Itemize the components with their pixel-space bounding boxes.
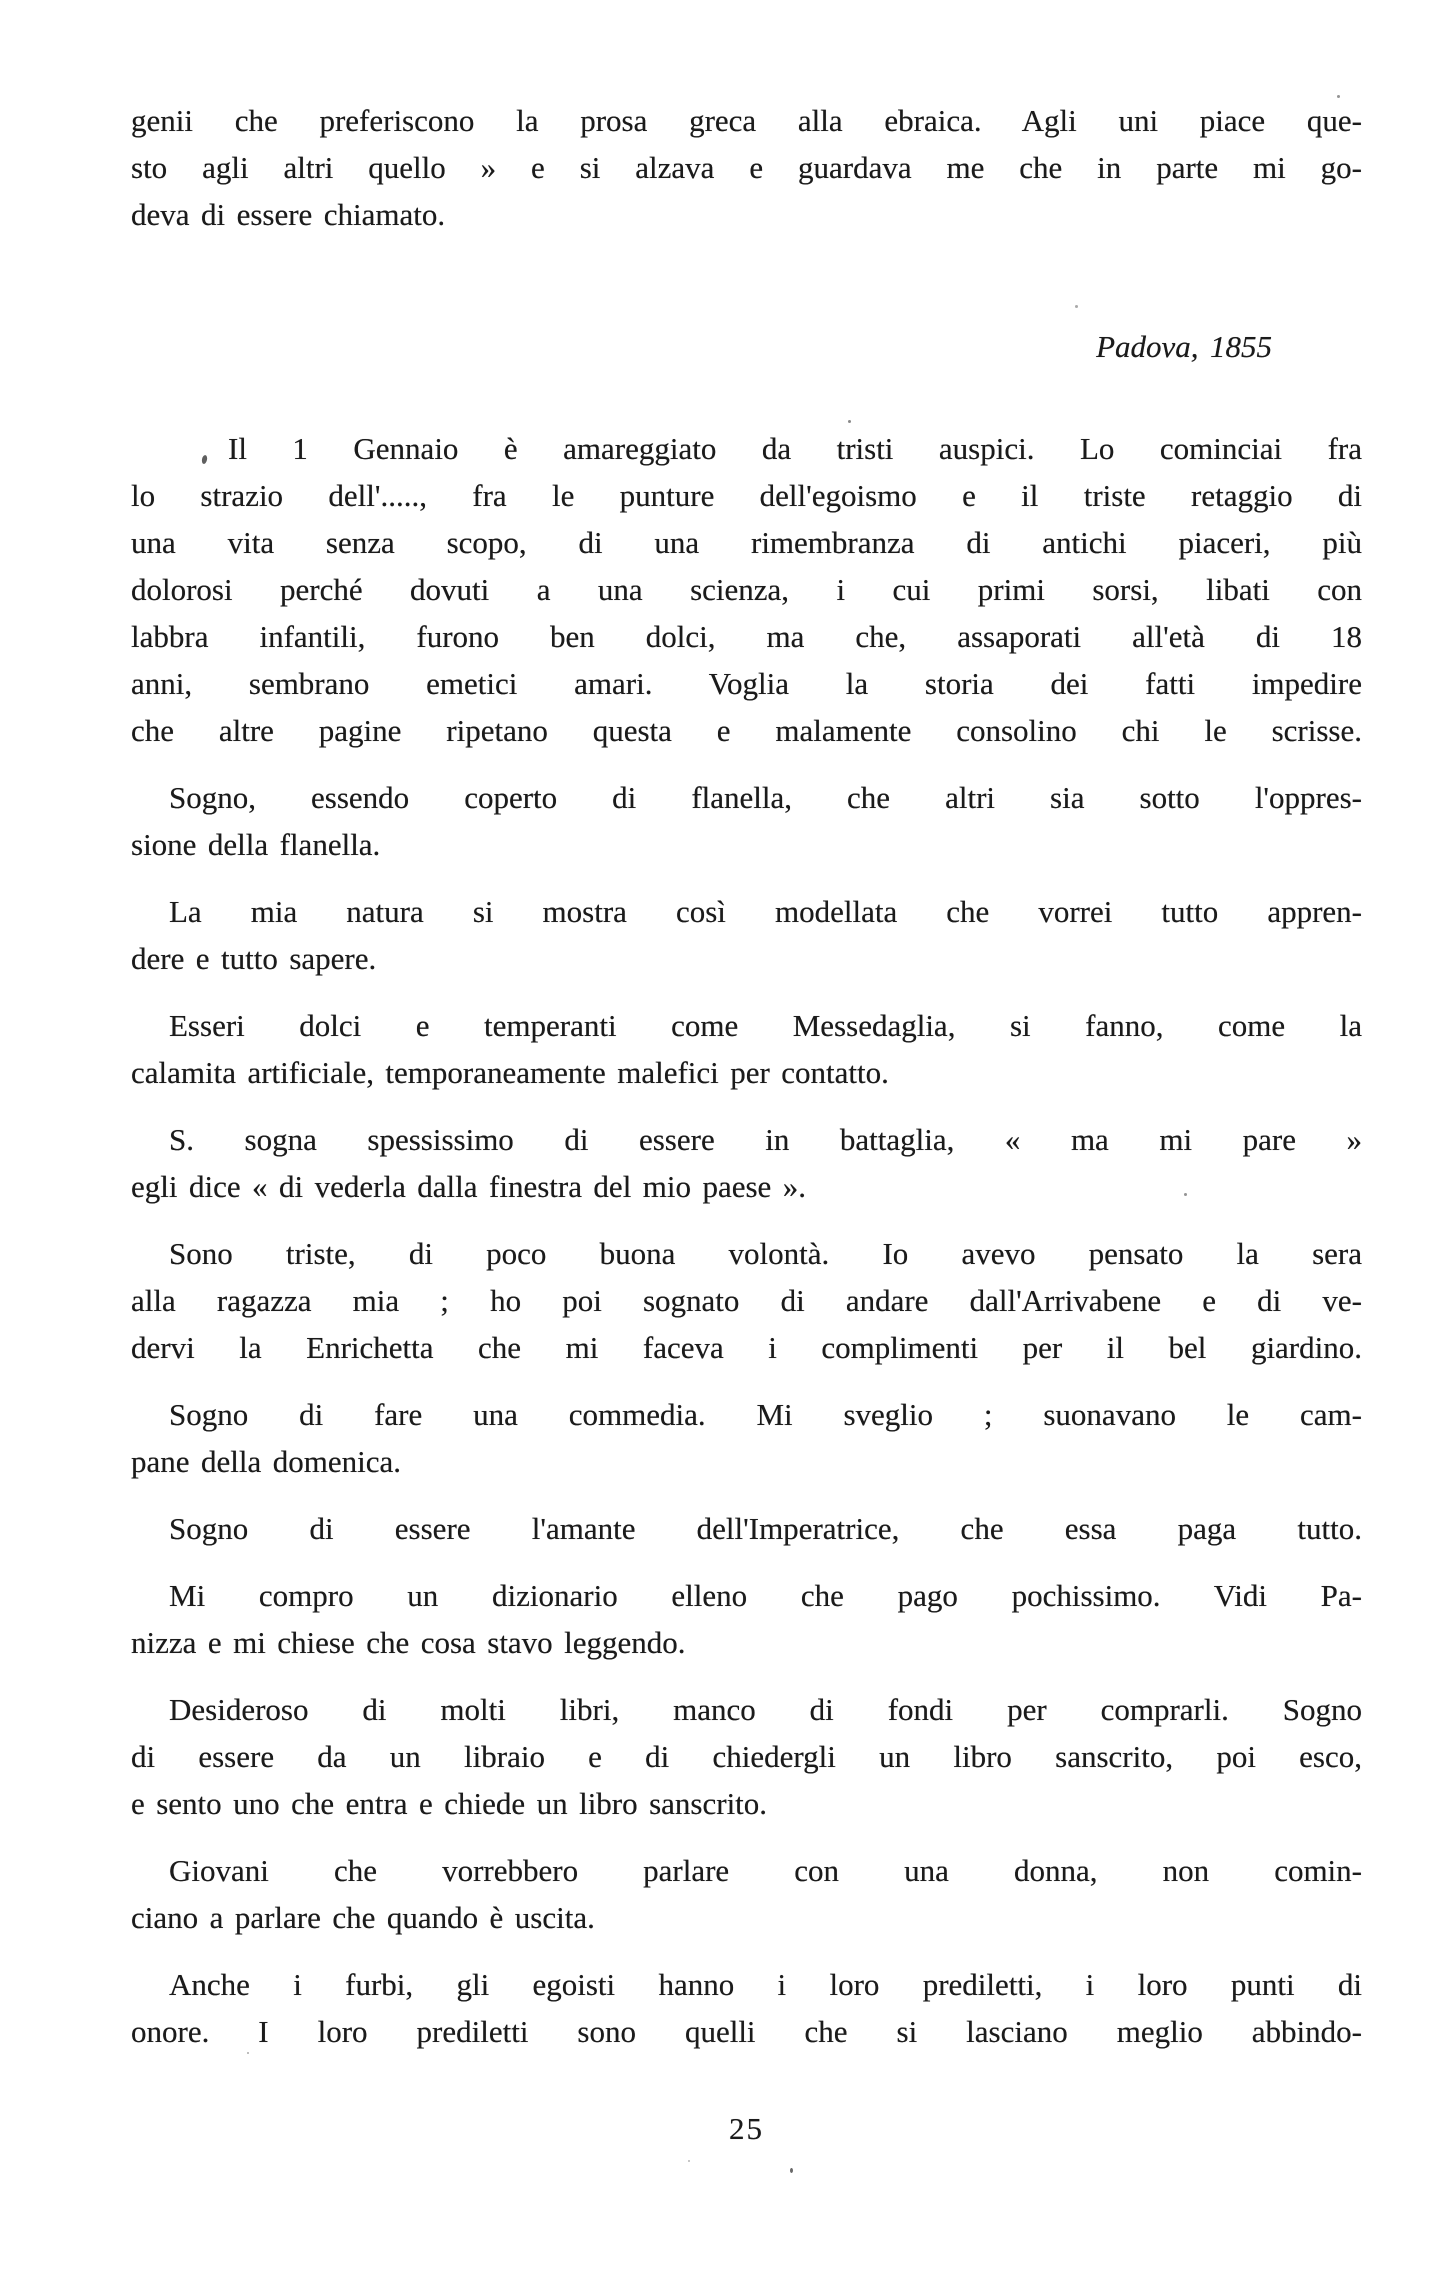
paragraph-battaglia xyxy=(131,1116,1362,1210)
text-line: Anche i furbi, gli egoisti hanno i loro prediletti, i loro punti di xyxy=(169,1967,1362,2002)
text-line: dolorosi perché dovuti a una scienza, i cui primi sorsi, libati con xyxy=(131,572,1362,607)
text-line: Desideroso di molti libri, manco di fondi per comprarli. Sogno xyxy=(169,1692,1362,1727)
paragraph-gennaio xyxy=(131,425,1362,754)
paragraph-messedaglia xyxy=(131,1002,1362,1096)
text-line: ciano a parlare che quando è uscita. xyxy=(131,1900,595,1935)
scan-speck xyxy=(1075,305,1078,308)
scan-speck xyxy=(848,420,851,423)
text-line: anni, sembrano emetici amari. Voglia la storia dei fatti impedire xyxy=(131,666,1362,701)
text-line: La mia natura si mostra così modellata che vorrei tutto appren- xyxy=(169,894,1362,929)
text-line: egli dice « di vederla dalla finestra del mio paese ». xyxy=(131,1169,807,1204)
text-line: deva di essere chiamato. xyxy=(131,197,446,232)
text-line: alla ragazza mia ; ho poi sognato di andare dall'Arrivabene e di ve- xyxy=(131,1283,1362,1318)
text-line: Sogno di fare una commedia. Mi sveglio ; suonavano le cam- xyxy=(169,1397,1362,1432)
text-line: calamita artificiale, temporaneamente malefici per contatto. xyxy=(131,1055,889,1090)
paragraph-intro-continuation xyxy=(131,97,1362,238)
text-line: Giovani che vorrebbero parlare con una donna, non comin- xyxy=(169,1853,1362,1888)
text-line: Esseri dolci e temperanti come Messedaglia, si fanno, come la xyxy=(169,1008,1362,1043)
dateline: Padova, 1855 xyxy=(1096,329,1272,364)
scan-speck xyxy=(247,2052,249,2054)
paragraph-commedia xyxy=(131,1391,1362,1485)
text-line: genii che preferiscono la prosa greca alla ebraica. Agli uni piace que- xyxy=(131,103,1362,138)
scan-speck xyxy=(1337,95,1340,98)
text-line: lo strazio dell'....., fra le punture dell'egoismo e il triste retaggio di xyxy=(131,478,1362,513)
text-line: e sento uno che entra e chiede un libro sanscrito. xyxy=(131,1786,768,1821)
paragraph-imperatrice xyxy=(131,1505,1362,1552)
page-text-block xyxy=(131,97,1362,2152)
text-line: labbra infantili, furono ben dolci, ma che, assaporati all'età di 18 xyxy=(131,619,1362,654)
scan-speck xyxy=(1184,1193,1187,1196)
text-line: dervi la Enrichetta che mi faceva i complimenti per il bel giardino. xyxy=(131,1330,1362,1365)
paragraph-natura xyxy=(131,888,1362,982)
text-line: pane della domenica. xyxy=(131,1444,401,1479)
text-line: dere e tutto sapere. xyxy=(131,941,377,976)
scan-speck xyxy=(790,2168,793,2173)
text-line: sto agli altri quello » e si alzava e guardava me che in parte mi go- xyxy=(131,150,1362,185)
paragraph-giovani xyxy=(131,1847,1362,1941)
paragraph-sono-triste xyxy=(131,1230,1362,1371)
paragraph-furbi xyxy=(131,1961,1362,2055)
text-line: Sogno, essendo coperto di flanella, che altri sia sotto l'oppres- xyxy=(169,780,1362,815)
text-line: S. sogna spessissimo di essere in battaglia, « ma mi pare » xyxy=(169,1122,1362,1157)
text-line: Sogno di essere l'amante dell'Imperatrice, che essa paga tutto. xyxy=(169,1511,1362,1546)
text-line: di essere da un libraio e di chiedergli un libro sanscrito, poi esco, xyxy=(131,1739,1362,1774)
text-line: Sono triste, di poco buona volontà. Io avevo pensato la sera xyxy=(169,1236,1362,1271)
paragraph-dizionario xyxy=(131,1572,1362,1666)
text-line: Mi compro un dizionario elleno che pago pochissimo. Vidi Pa- xyxy=(169,1578,1362,1613)
text-line: onore. I loro prediletti sono quelli che si lasciano meglio abbindo- xyxy=(131,2014,1362,2049)
paragraph-libri xyxy=(131,1686,1362,1827)
text-line: che altre pagine ripetano questa e malamente consolino chi le scrisse. xyxy=(131,713,1362,748)
scan-speck xyxy=(688,2160,690,2162)
text-line: una vita senza scopo, di una rimembranza di antichi piaceri, più xyxy=(131,525,1362,560)
text-line: sione della flanella. xyxy=(131,827,381,862)
text-line: nizza e mi chiese che cosa stavo leggendo. xyxy=(131,1625,686,1660)
text-line: Il 1 Gennaio è amareggiato da tristi auspici. Lo cominciai fra xyxy=(228,431,1362,466)
page-number: 25 xyxy=(729,2111,764,2146)
paragraph-flanella xyxy=(131,774,1362,868)
